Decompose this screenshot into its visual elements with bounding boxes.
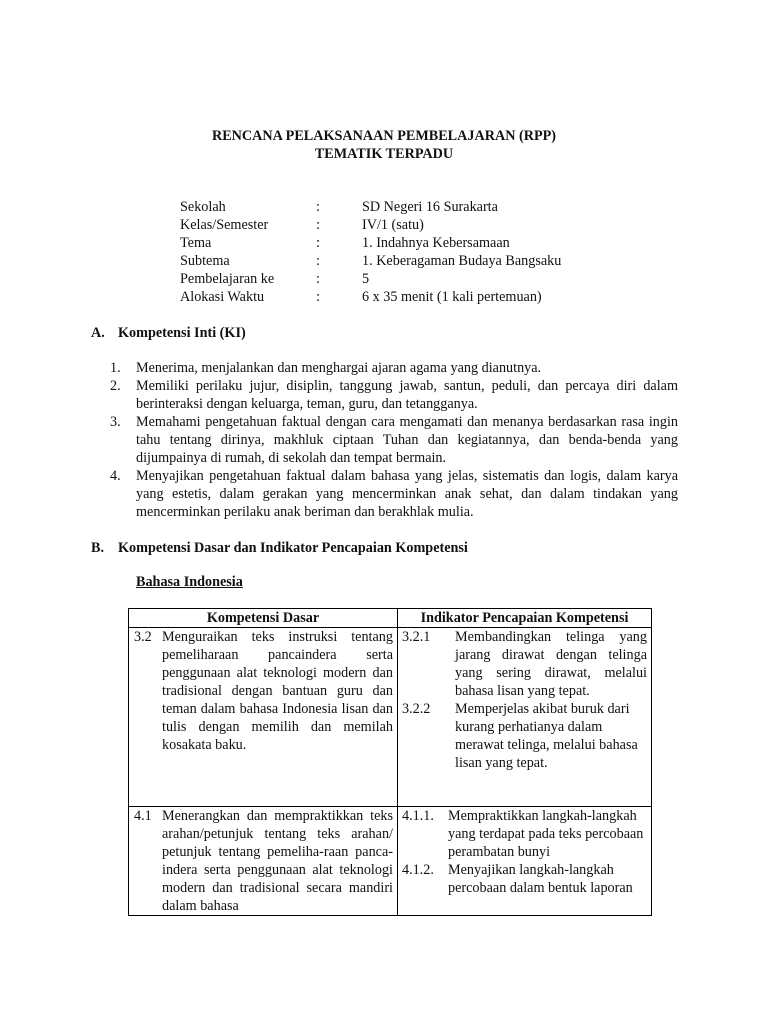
table-row [129, 807, 652, 916]
indicator-item [398, 861, 651, 897]
list-number: 1. [110, 360, 121, 376]
list-item [110, 377, 678, 413]
info-label: Sekolah [180, 199, 226, 215]
table-row [129, 628, 652, 807]
competency-text: Menguraikan teks instruksi tentang pemeliharaan pancaindera serta penggunaan alat teknologi modern dan tradisional dengan bantuan guru dan teman dalam bahasa Indonesia lisan dan tulis dengan memilih dan memilah kosakata baku. [162, 629, 393, 753]
list-text: Memahami pengetahuan faktual dengan cara mengamati dan menanya berdasarkan rasa ingin tahu tentang dirinya, makhluk ciptaan Tuhan dan kegiatannya, dan benda-benda yang dijumpainya di rumah, di sekolah dan tempat bermain. [136, 414, 678, 466]
indicator-number: 4.1.1. [402, 808, 434, 824]
table-cell-competency [129, 807, 398, 916]
info-value: IV/1 (satu) [362, 217, 424, 233]
table-cell-indicators [398, 807, 652, 916]
section-letter: B. [91, 540, 105, 556]
subject-heading: Bahasa Indonesia [136, 574, 243, 590]
info-colon: : [316, 199, 320, 215]
competency-number: 3.2 [134, 629, 152, 645]
indicator-text: Mempraktikkan langkah-langkah yang terdapat pada teks percobaan perambatan bunyi [448, 808, 644, 860]
list-number: 2. [110, 378, 121, 394]
section-title: Kompetensi Inti (KI) [118, 325, 246, 341]
indicator-text: Memperjelas akibat buruk dari kurang perhatianya dalam merawat telinga, melalui bahasa lisan yang tepat. [455, 701, 638, 771]
document-subtitle: TEMATIK TERPADU [314, 146, 454, 162]
info-colon: : [316, 253, 320, 269]
list-text: Memiliki perilaku jujur, disiplin, tanggung jawab, santun, peduli, dan percaya diri dalam berinteraksi dengan keluarga, teman, guru, dan tetangganya. [136, 378, 678, 412]
indicator-item [398, 807, 651, 861]
table-cell-indicators [398, 628, 652, 807]
list-number: 4. [110, 468, 121, 484]
info-value: 1. Indahnya Kebersamaan [362, 235, 510, 251]
list-text: Menyajikan pengetahuan faktual dalam bahasa yang jelas, sistematis dan logis, dalam karya yang estetis, dalam gerakan yang mencerminkan anak sehat, dan dalam tindakan yang mencerminkan perilaku anak beriman dan berakhlak mulia. [136, 468, 678, 520]
info-colon: : [316, 271, 320, 287]
info-label: Subtema [180, 253, 230, 269]
section-b-heading [91, 539, 468, 557]
list-number: 3. [110, 414, 121, 430]
info-value: SD Negeri 16 Surakarta [362, 199, 498, 215]
competency-number: 4.1 [134, 808, 152, 824]
info-colon: : [316, 289, 320, 305]
core-competency-list [110, 359, 678, 521]
list-item [110, 467, 678, 521]
table-header-row [129, 609, 652, 628]
indicator-item [398, 628, 651, 700]
info-label: Tema [180, 235, 212, 251]
table-header-indicator: Indikator Pencapaian Kompetensi [398, 609, 652, 628]
indicator-item [398, 700, 651, 772]
list-item [110, 413, 678, 467]
indicator-text: Menyajikan langkah-langkah percobaan dalam bentuk laporan [448, 862, 633, 896]
info-value: 1. Keberagaman Budaya Bangsaku [362, 253, 562, 269]
info-colon: : [316, 235, 320, 251]
info-value: 6 x 35 menit (1 kali pertemuan) [362, 289, 542, 305]
indicator-number: 3.2.1 [402, 629, 431, 645]
indicator-number: 3.2.2 [402, 701, 431, 717]
competency-table [128, 608, 652, 916]
info-value: 5 [362, 271, 370, 287]
info-label: Kelas/Semester [180, 217, 269, 233]
info-colon: : [316, 217, 320, 233]
indicator-text: Membandingkan telinga yang jarang dirawat dengan telinga yang sering dirawat, melalui bahasa lisan yang tepat. [455, 629, 647, 699]
info-label: Alokasi Waktu [180, 289, 265, 305]
table-header-basic-competency: Kompetensi Dasar [129, 609, 398, 628]
section-title: Kompetensi Dasar dan Indikator Pencapaian Kompetensi [118, 540, 468, 556]
section-a-heading [91, 324, 246, 342]
list-item [110, 359, 678, 377]
competency-text: Menerangkan dan mempraktikkan teks arahan/petunjuk tentang teks arahan/ petunjuk tentang pemeliha-raan panca- indera serta penggunaan alat teknologi modern dan tradisional secara mandiri dalam bahasa [162, 808, 393, 914]
document-title: RENCANA PELAKSANAAN PEMBELAJARAN (RPP) [211, 128, 557, 144]
table-cell-competency [129, 628, 398, 807]
section-letter: A. [91, 325, 105, 341]
indicator-number: 4.1.2. [402, 862, 434, 878]
list-text: Menerima, menjalankan dan menghargai ajaran agama yang dianutnya. [136, 360, 542, 376]
info-label: Pembelajaran ke [180, 271, 275, 287]
